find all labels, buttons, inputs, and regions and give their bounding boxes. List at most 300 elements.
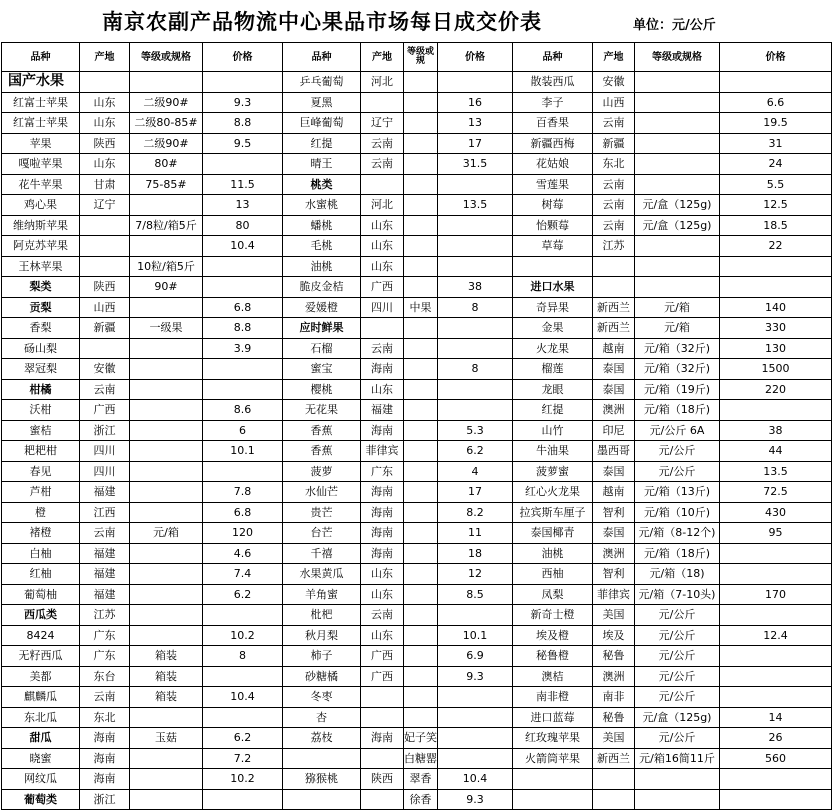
table-row <box>2 748 832 769</box>
table-cell: 10.2 <box>203 769 283 790</box>
table-cell: 埃及 <box>593 625 635 646</box>
table-cell: 80 <box>203 215 283 236</box>
table-cell <box>720 277 832 298</box>
table-cell: 香蕉 <box>283 420 361 441</box>
table-cell: 海南 <box>80 748 130 769</box>
table-cell: 国产水果 <box>2 72 80 93</box>
table-cell <box>130 236 203 257</box>
table-cell <box>130 769 203 790</box>
table-cell: 东台 <box>80 666 130 687</box>
table-cell <box>438 318 513 339</box>
table-cell: 泰国 <box>593 461 635 482</box>
table-cell: 云南 <box>361 133 404 154</box>
table-cell <box>203 154 283 175</box>
table-row <box>2 461 832 482</box>
table-cell: 甘肃 <box>80 174 130 195</box>
table-cell: 箱装 <box>130 646 203 667</box>
table-cell: 4.6 <box>203 543 283 564</box>
table-cell: 南非 <box>593 687 635 708</box>
table-cell <box>130 748 203 769</box>
table-cell: 东北 <box>593 154 635 175</box>
table-cell <box>404 687 438 708</box>
table-cell: 8 <box>438 297 513 318</box>
table-cell <box>404 174 438 195</box>
table-cell <box>438 687 513 708</box>
table-cell: 柑橘 <box>2 379 80 400</box>
table-cell <box>635 113 720 134</box>
table-cell: 72.5 <box>720 482 832 503</box>
table-cell: 6.2 <box>203 584 283 605</box>
table-cell: 美都 <box>2 666 80 687</box>
table-cell <box>404 441 438 462</box>
table-cell: 新疆 <box>80 318 130 339</box>
table-cell <box>404 523 438 544</box>
table-row <box>2 543 832 564</box>
table-cell: 元/公斤 <box>635 461 720 482</box>
table-cell: 维纳斯苹果 <box>2 215 80 236</box>
table-cell: 砀山梨 <box>2 338 80 359</box>
table-cell: 江西 <box>80 502 130 523</box>
table-cell: 海南 <box>361 359 404 380</box>
table-cell: 越南 <box>593 482 635 503</box>
table-cell: 澳洲 <box>593 543 635 564</box>
table-cell: 徐香 <box>404 789 438 810</box>
table-cell: 应时鲜果 <box>283 318 361 339</box>
header-row <box>2 43 832 72</box>
table-cell: 箱装 <box>130 687 203 708</box>
table-cell: 麒麟瓜 <box>2 687 80 708</box>
table-cell: 泰国 <box>593 523 635 544</box>
table-row <box>2 236 832 257</box>
table-cell: 脆皮金桔 <box>283 277 361 298</box>
table-cell: 四川 <box>80 461 130 482</box>
table-row <box>2 707 832 728</box>
table-row <box>2 154 832 175</box>
table-cell: 无籽西瓜 <box>2 646 80 667</box>
table-cell: 海南 <box>361 523 404 544</box>
table-cell: 火箭筒苹果 <box>513 748 593 769</box>
table-cell: 羊角蜜 <box>283 584 361 605</box>
table-cell: 红富士苹果 <box>2 113 80 134</box>
table-cell: 80# <box>130 154 203 175</box>
table-cell <box>203 461 283 482</box>
table-cell: 元/箱16简11斤 <box>635 748 720 769</box>
table-cell <box>635 174 720 195</box>
table-cell: 6.6 <box>720 92 832 113</box>
header-cell: 等级或规 <box>404 43 438 72</box>
table-cell: 220 <box>720 379 832 400</box>
table-cell: 澳洲 <box>593 666 635 687</box>
table-cell <box>404 359 438 380</box>
table-cell: 山东 <box>80 113 130 134</box>
table-cell: 18.5 <box>720 215 832 236</box>
table-cell <box>720 789 832 810</box>
table-cell: 草莓 <box>513 236 593 257</box>
table-cell: 河北 <box>361 195 404 216</box>
header-cell: 产地 <box>593 43 635 72</box>
table-cell: 台芒 <box>283 523 361 544</box>
table-cell: 海南 <box>361 420 404 441</box>
table-cell <box>438 707 513 728</box>
table-cell: 二级90# <box>130 92 203 113</box>
table-cell <box>635 236 720 257</box>
table-cell: 山东 <box>361 256 404 277</box>
table-cell <box>130 441 203 462</box>
table-cell <box>635 133 720 154</box>
table-cell: 怡颗莓 <box>513 215 593 236</box>
table-cell: 浙江 <box>80 420 130 441</box>
header-cell: 价格 <box>438 43 513 72</box>
table-cell: 散装西瓜 <box>513 72 593 93</box>
table-cell: 元/箱（18斤) <box>635 400 720 421</box>
table-cell: 辽宁 <box>361 113 404 134</box>
table-cell <box>438 605 513 626</box>
table-cell <box>130 502 203 523</box>
table-cell: 西柚 <box>513 564 593 585</box>
table-cell: 花姑娘 <box>513 154 593 175</box>
table-cell <box>635 789 720 810</box>
table-row <box>2 625 832 646</box>
table-cell: 海南 <box>80 728 130 749</box>
table-row <box>2 523 832 544</box>
table-cell: 凤梨 <box>513 584 593 605</box>
table-row <box>2 666 832 687</box>
table-cell: 10.4 <box>203 687 283 708</box>
table-cell: 38 <box>720 420 832 441</box>
table-cell: 10.4 <box>203 236 283 257</box>
table-cell <box>438 174 513 195</box>
table-cell: 澳洲 <box>593 400 635 421</box>
table-cell <box>130 359 203 380</box>
table-cell: 16 <box>438 92 513 113</box>
table-cell <box>130 420 203 441</box>
table-cell: 海南 <box>361 502 404 523</box>
table-cell: 白糖罂 <box>404 748 438 769</box>
table-cell: 11 <box>438 523 513 544</box>
table-cell <box>130 338 203 359</box>
table-cell: 福建 <box>80 584 130 605</box>
table-cell <box>404 318 438 339</box>
table-cell <box>438 400 513 421</box>
table-cell <box>404 707 438 728</box>
table-cell <box>438 236 513 257</box>
table-cell <box>404 195 438 216</box>
table-cell: 东北瓜 <box>2 707 80 728</box>
table-cell: 元/箱（13斤) <box>635 482 720 503</box>
table-cell: 蟠桃 <box>283 215 361 236</box>
table-cell <box>404 92 438 113</box>
table-cell: 14 <box>720 707 832 728</box>
table-cell <box>404 543 438 564</box>
table-cell: 海南 <box>361 728 404 749</box>
table-cell: 22 <box>720 236 832 257</box>
table-cell: 430 <box>720 502 832 523</box>
table-cell: 春见 <box>2 461 80 482</box>
table-cell: 树莓 <box>513 195 593 216</box>
table-cell: 山东 <box>361 236 404 257</box>
table-cell: 7.8 <box>203 482 283 503</box>
table-cell: 爱媛橙 <box>283 297 361 318</box>
table-cell: 蜜宝 <box>283 359 361 380</box>
table-cell: 香蕉 <box>283 441 361 462</box>
table-cell <box>203 666 283 687</box>
table-cell <box>404 502 438 523</box>
table-row <box>2 564 832 585</box>
table-cell <box>203 256 283 277</box>
table-cell <box>404 400 438 421</box>
table-cell <box>130 789 203 810</box>
table-cell: 云南 <box>361 154 404 175</box>
table-cell: 元/箱（32斤) <box>635 338 720 359</box>
table-cell: 翠冠梨 <box>2 359 80 380</box>
table-cell: 四川 <box>361 297 404 318</box>
table-cell: 一级果 <box>130 318 203 339</box>
table-cell <box>203 605 283 626</box>
table-cell: 福建 <box>361 400 404 421</box>
table-cell: 7/8粒/箱5斤 <box>130 215 203 236</box>
table-cell <box>404 379 438 400</box>
table-row <box>2 420 832 441</box>
table-cell: 元/公斤 6A <box>635 420 720 441</box>
table-cell: 云南 <box>593 195 635 216</box>
table-cell: 红提 <box>283 133 361 154</box>
table-cell <box>361 92 404 113</box>
table-cell: 新奇士橙 <box>513 605 593 626</box>
table-cell: 福建 <box>80 482 130 503</box>
table-cell: 13 <box>438 113 513 134</box>
table-cell: 嘎啦苹果 <box>2 154 80 175</box>
table-cell: 李子 <box>513 92 593 113</box>
table-row <box>2 133 832 154</box>
table-cell <box>438 728 513 749</box>
table-cell: 墨西哥 <box>593 441 635 462</box>
table-cell: 12 <box>438 564 513 585</box>
table-cell: 四川 <box>80 441 130 462</box>
table-cell: 19.5 <box>720 113 832 134</box>
table-cell <box>404 646 438 667</box>
table-cell: 10.2 <box>203 625 283 646</box>
table-row <box>2 297 832 318</box>
table-cell: 海南 <box>361 543 404 564</box>
table-cell: 广东 <box>80 646 130 667</box>
table-cell: 榴莲 <box>513 359 593 380</box>
table-cell: 火龙果 <box>513 338 593 359</box>
table-cell: 90# <box>130 277 203 298</box>
table-cell: 广西 <box>361 666 404 687</box>
table-cell: 140 <box>720 297 832 318</box>
table-cell <box>593 769 635 790</box>
table-cell: 千禧 <box>283 543 361 564</box>
table-cell: 水仙芒 <box>283 482 361 503</box>
table-cell: 智利 <box>593 502 635 523</box>
table-cell <box>720 666 832 687</box>
table-cell <box>404 277 438 298</box>
table-cell: 红富士苹果 <box>2 92 80 113</box>
table-cell: 6.8 <box>203 502 283 523</box>
table-cell: 耙耙柑 <box>2 441 80 462</box>
table-cell <box>635 769 720 790</box>
table-cell <box>720 769 832 790</box>
table-cell: 9.5 <box>203 133 283 154</box>
table-row <box>2 277 832 298</box>
table-cell: 葡萄柚 <box>2 584 80 605</box>
table-cell: 贡梨 <box>2 297 80 318</box>
table-cell: 山竹 <box>513 420 593 441</box>
table-cell: 桃类 <box>283 174 361 195</box>
table-cell <box>720 400 832 421</box>
table-cell: 菠萝 <box>283 461 361 482</box>
table-cell <box>438 215 513 236</box>
table-cell: 砂糖橘 <box>283 666 361 687</box>
table-cell: 元/公斤 <box>635 646 720 667</box>
table-cell: 元/盒（125g) <box>635 707 720 728</box>
table-cell: 橙 <box>2 502 80 523</box>
table-cell: 玉菇 <box>130 728 203 749</box>
table-cell: 6.2 <box>438 441 513 462</box>
table-cell <box>203 379 283 400</box>
table-cell: 元/公斤 <box>635 666 720 687</box>
table-cell <box>635 256 720 277</box>
table-cell: 31.5 <box>438 154 513 175</box>
table-cell: 秘鲁 <box>593 646 635 667</box>
table-cell: 13.5 <box>720 461 832 482</box>
table-cell <box>361 748 404 769</box>
table-cell: 进口蓝莓 <box>513 707 593 728</box>
table-cell: 红柚 <box>2 564 80 585</box>
table-cell <box>130 707 203 728</box>
table-cell <box>361 174 404 195</box>
table-cell: 元/箱（18) <box>635 564 720 585</box>
table-cell <box>283 789 361 810</box>
table-cell: 山东 <box>361 379 404 400</box>
table-cell: 奇异果 <box>513 297 593 318</box>
table-row <box>2 400 832 421</box>
table-cell: 甜瓜 <box>2 728 80 749</box>
table-cell <box>593 256 635 277</box>
table-cell: 170 <box>720 584 832 605</box>
table-cell: 云南 <box>80 523 130 544</box>
table-cell: 18 <box>438 543 513 564</box>
table-cell: 越南 <box>593 338 635 359</box>
table-cell: 元/公斤 <box>635 728 720 749</box>
table-cell: 美国 <box>593 605 635 626</box>
table-cell: 白柚 <box>2 543 80 564</box>
table-cell <box>404 154 438 175</box>
table-cell <box>130 482 203 503</box>
table-cell: 26 <box>720 728 832 749</box>
table-cell: 元/公斤 <box>635 605 720 626</box>
table-cell: 浙江 <box>80 789 130 810</box>
table-cell <box>203 277 283 298</box>
table-row <box>2 256 832 277</box>
table-cell <box>438 748 513 769</box>
table-cell <box>404 584 438 605</box>
table-cell <box>720 646 832 667</box>
table-cell <box>635 92 720 113</box>
table-row <box>2 502 832 523</box>
table-cell: 元/箱（19斤) <box>635 379 720 400</box>
table-cell: 120 <box>203 523 283 544</box>
table-cell: 花牛苹果 <box>2 174 80 195</box>
table-cell: 网纹瓜 <box>2 769 80 790</box>
table-cell <box>361 687 404 708</box>
table-cell: 山东 <box>361 625 404 646</box>
table-cell <box>203 359 283 380</box>
table-cell: 油桃 <box>513 543 593 564</box>
table-cell: 12.4 <box>720 625 832 646</box>
table-row <box>2 338 832 359</box>
table-cell: 560 <box>720 748 832 769</box>
table-row <box>2 441 832 462</box>
table-cell: 元/盒（125g) <box>635 195 720 216</box>
table-row <box>2 174 832 195</box>
table-cell: 油桃 <box>283 256 361 277</box>
unit-label: 单位：元/公斤 <box>633 18 716 33</box>
table-cell <box>720 72 832 93</box>
table-cell: 泰国椰青 <box>513 523 593 544</box>
table-cell <box>404 666 438 687</box>
table-cell <box>404 605 438 626</box>
table-cell: 陕西 <box>80 277 130 298</box>
table-cell <box>438 72 513 93</box>
table-cell: 12.5 <box>720 195 832 216</box>
table-cell: 澳桔 <box>513 666 593 687</box>
table-row <box>2 646 832 667</box>
table-cell <box>404 256 438 277</box>
table-cell: 云南 <box>80 687 130 708</box>
header-cell: 价格 <box>720 43 832 72</box>
table-cell <box>80 256 130 277</box>
table-cell: 海南 <box>80 769 130 790</box>
table-cell: 枇杷 <box>283 605 361 626</box>
table-cell: 17 <box>438 133 513 154</box>
table-cell <box>80 236 130 257</box>
table-cell: 云南 <box>593 174 635 195</box>
table-cell: 元/盒（125g) <box>635 215 720 236</box>
table-cell <box>404 625 438 646</box>
table-cell <box>80 215 130 236</box>
table-cell: 9.3 <box>438 666 513 687</box>
table-cell: 沃柑 <box>2 400 80 421</box>
table-row <box>2 584 832 605</box>
table-row <box>2 789 832 810</box>
table-cell <box>404 133 438 154</box>
table-cell: 8 <box>438 359 513 380</box>
table-cell <box>130 584 203 605</box>
table-cell: 柿子 <box>283 646 361 667</box>
table-cell: 6.2 <box>203 728 283 749</box>
table-cell: 75-85# <box>130 174 203 195</box>
table-cell: 樱桃 <box>283 379 361 400</box>
page-title: 南京农副产品物流中心果品市场每日成交价表 <box>102 9 542 34</box>
table-cell: 雪莲果 <box>513 174 593 195</box>
table-cell <box>720 543 832 564</box>
table-cell <box>404 564 438 585</box>
table-row <box>2 92 832 113</box>
table-row <box>2 72 832 93</box>
table-row <box>2 605 832 626</box>
table-row <box>2 195 832 216</box>
table-cell: 无花果 <box>283 400 361 421</box>
table-cell: 红心火龙果 <box>513 482 593 503</box>
table-cell: 秋月梨 <box>283 625 361 646</box>
table-cell: 葡萄类 <box>2 789 80 810</box>
table-cell: 福建 <box>80 564 130 585</box>
table-cell: 拉宾斯车厘子 <box>513 502 593 523</box>
table-cell: 金果 <box>513 318 593 339</box>
table-cell: 11.5 <box>203 174 283 195</box>
table-cell: 新西兰 <box>593 748 635 769</box>
